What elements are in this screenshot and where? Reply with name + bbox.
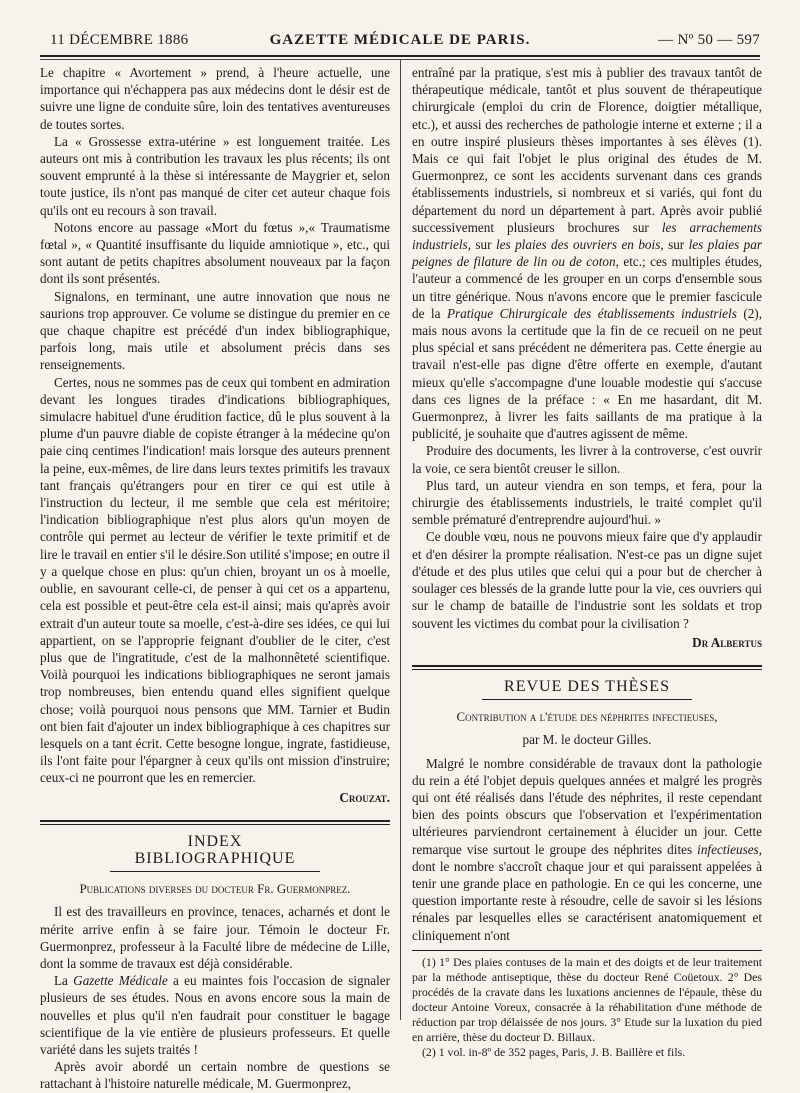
signature-albertus: Dr Albertus: [692, 634, 762, 650]
italic-title: les arrachements industriels: [412, 219, 762, 253]
revue-subtitle: Contribution a l'étude des néphrites infectieuses,: [456, 709, 718, 725]
paragraph: Il est des travailleurs en province, tenaces, acharnés et dont le mérite arrive enfin à se faire jour. Témoin le docteur Fr. Guermonprez, professeur à la Faculté libre de médecine de Lille, dont la somme de travaux est déjà considérable.: [40, 904, 390, 971]
footnotes: [412, 950, 762, 1060]
footnote: (2) 1 vol. in-8º de 352 pages, Paris, J. B. Baillère et fils.: [422, 1044, 686, 1059]
index-section-title: INDEX BIBLIOGRAPHIQUE: [110, 833, 320, 872]
text-run: (2), mais nous avons la certitude que la fin de ce recueil on ne peut plus spécial et sans précédent ne démeritera pas. Cette énergie au travail n'est-elle pas digne d'être offerte en exemple, d'autant mieux qu'elle s'accompagne d'une louable modestie qui s'accuse dans ces lignes de la préface : « En me hasardant, dit M. Guermonprez, à livrer les faits saillants de ma pratique à la publicité, je souhaite que d'autres agissent de même.: [412, 305, 762, 442]
journal-name-italic: Gazette Médicale: [73, 973, 168, 989]
column-divider: [400, 60, 401, 1020]
header-date: 11 DÉCEMBRE 1886: [50, 32, 189, 48]
italic-title: les plaies des ouvriers en bois: [496, 237, 661, 253]
text-run: La: [54, 973, 74, 989]
italic-title: Pratique Chirurgicale des établissements industriels: [446, 305, 737, 321]
paragraph: Après avoir abordé un certain nombre de questions se rattachant à l'histoire naturelle médicale, M. Guermonprez,: [40, 1059, 390, 1092]
section-separator: [412, 665, 762, 670]
paragraph: Notons encore au passage «Mort du fœtus »,« Traumatisme fœtal », « Quantité insuffisante du liquide amniotique », etc., qui sont autant de petits chapitres absolument nouveaux par la façon dont ils sont présentés.: [40, 219, 390, 287]
page-header: [40, 30, 760, 52]
text-run: , dont le nombre s'accroît chaque jour et qui paraissent appelées à tenir une grande place en pathologie. En ce qui les concerne, une question importante reste à résoudre, celle de savoir si les lésions rénales par lesquelles elles se caractérisent anatomiquement et cliniquement n'ont: [412, 841, 762, 943]
footnote: (1) 1° Des plaies contuses de la main et des doigts et de leur traitement par la méthode antiseptique, thèse du docteur René Coüetoux. 2° Des procédés de la cravate dans les luxations anciennes de l'épaule, thèse du docteur Antoine Voreux, consacrée à la réhabilitation d'une méthode de réduction par trop délaissée de nos jours. 3° Etude sur la luxation du pied en arrière, thèse du docteur D. Billaux.: [412, 954, 762, 1044]
text-run: , etc.; ces multiples études, l'auteur a commencé de les grouper en un corps d'ensemble sous un titre générique. Nous n'avons encore que le premier fascicule de la: [412, 254, 762, 321]
paragraph: Le chapitre « Avortement » prend, à l'heure actuelle, une importance qui n'échappera pas aux médecins dont le désir est de suivre une ligne de conduite sûre, loin des tentatives aventureuses de toutes sortes.: [40, 65, 390, 132]
paragraph: Certes, nous ne sommes pas de ceux qui tombent en admiration devant les longues tirades d'indications bibliographiques, simulacre habituel d'une érudition factice, dû le plus souvent à la plume d'un pauvre diable de copiste étranger à la médecine qu'on paie cinq centimes l'indication! mais lorsque des auteurs prennent la peine, eux-mêmes, de lire dans leurs textes primitifs les travaux tant français qu'étrangers pour en tirer ce qui est utile à l'instruction du lecteur, il me semble que cela est méritoire; l'indication bibliographique n'est plus alors qu'un moyen de contrôle qui permet au lecteur de vérifier le texte primitif et de lire le travail en entier s'il le désire.Son utilité s'impose; en outre il y a quelque chose en plus: qu'un chien, broyant un os à moelle, oublie, en savourant celle-ci, de penser à qui cet os a appartenu, cela est possible et peut-être cela est-il ainsi; mais qu'après avoir extrait d'un auteur toute sa moelle, c'est-à-dire ses idées, ce qui lui appartient, on se l'approprie feignant d'oublier de le citer, c'est plus que de l'ingratitude, c'est de la malhonnêteté scientifique. Voilà pourquoi les indications bibliographiques ne seront jamais trop nombreuses, bien entendu quand elles signifient quelque chose; voilà pourquoi nous pensons que MM. Tarnier et Budin ont bien fait d'ajouter un index bibliographique à ces chapitres sur lesquels on a tant écrit. Cette besogne longue, ingrate, fastidieuse, ils l'ont faite pour l'épargner à ceux qu'ils ont mission d'instruire; ceux-ci ne pourront que les en remercier.: [40, 374, 390, 786]
paragraph: [412, 64, 762, 442]
italic-title: les plaies par peignes de filature de lin ou de coton: [412, 237, 762, 270]
paragraph: Signalons, en terminant, une autre innovation que nous ne saurions trop approuver. Ce volume se distingue du premier en ce que chaque chapitre est précédé d'un index bibliographique, parfois long, mais utile et absolument précis dans ses renseignements.: [40, 288, 390, 373]
paragraph: [412, 755, 762, 944]
issue-number: — Nº 50 — 597: [658, 32, 760, 48]
paragraph: La « Grossesse extra-utérine » est longuement traitée. Les auteurs ont mis à contribution les travaux les plus récents; ils ont souvent emprunté à la thèse si intéressante de Maygrier et, selon toute justice, ils n'ont pas manqué de citer cet auteur chaque fois qu'ils ont eu recours à son travail.: [40, 133, 390, 218]
paragraph: Ce double vœu, nous ne pouvons mieux faire que d'y applaudir et d'en désirer la prompte réalisation. N'est-ce pas un digne sujet d'étude et des plus utiles que celui qui a pour but de chercher à soulager ces blessés de la grande lutte pour la vie, ces ouvriers qui sur le champ de bataille de l'industrie sont les soldats et trop souvent les victimes du combat pour la civilisation ?: [412, 529, 762, 631]
text-run: , sur: [660, 237, 689, 253]
signature-crouzat: Crouzat.: [339, 789, 390, 805]
paragraph: Produire des documents, les livrer à la controverse, c'est ouvrir la voie, ce sera bientôt creuser le sillon.: [412, 443, 762, 476]
italic-term: infectieuses: [697, 841, 759, 857]
header-rule: [40, 55, 760, 57]
right-column: [412, 64, 762, 1060]
section-separator: [40, 820, 390, 825]
journal-title: GAZETTE MÉDICALE DE PARIS.: [269, 32, 531, 48]
paragraph: Plus tard, un auteur viendra en son temps, et fera, pour la chirurgie des établissements industriels, le traité complet qu'il semble prématuré d'entreprendre aujourd'hui. »: [412, 477, 762, 528]
text-run: Malgré le nombre considérable de travaux dont la pathologie du rein a été l'objet depuis quelques années et malgré les progrès qui ont été réalisés dans l'étude des néphrites, il reste cependant bien des points obscurs que l'observation et l'expérimentation ultérieures parviendront certainement à élucider un jour. Cette remarque vise surtout le groupe des néphrites dites: [412, 755, 762, 857]
revue-author: par M. le docteur Gilles.: [522, 732, 652, 748]
revue-section-title: REVUE DES THÈSES: [482, 678, 692, 700]
text-run: entraîné par la pratique, s'est mis à publier des travaux tantôt de thérapeutique médicale, tantôt et plus souvent de thérapeutique chirurgicale (emploi du crin de Florence, doigtier métallique, etc.), et aussi des recherches de pathologie interne et externe ; il a en outre inspiré plusieurs thèses importantes à ses élèves (1). Mais ce qui fait l'objet le plus original des études de M. Guermonprez, ce sont les accidents survenant dans ces grands établissements industriels, si nombreux et si variés, qui font du département du nord un département à part. Après avoir publié successivement plusieurs brochures sur: [412, 65, 762, 235]
text-run: , sur: [467, 237, 496, 253]
left-column: [40, 64, 390, 1093]
paragraph: [40, 972, 390, 1058]
text-run: a eu maintes fois l'occasion de signaler plusieurs de ses études. Nous en avons encore sous la main de nouvelles et plus qu'il n'en faudrait pour constituer le bagage scientifique de la vie entière de plusieurs professeurs. Et quelle variété dans les sujets traités !: [40, 973, 390, 1057]
index-subtitle: Publications diverses du docteur Fr. Guermonprez.: [79, 881, 351, 897]
